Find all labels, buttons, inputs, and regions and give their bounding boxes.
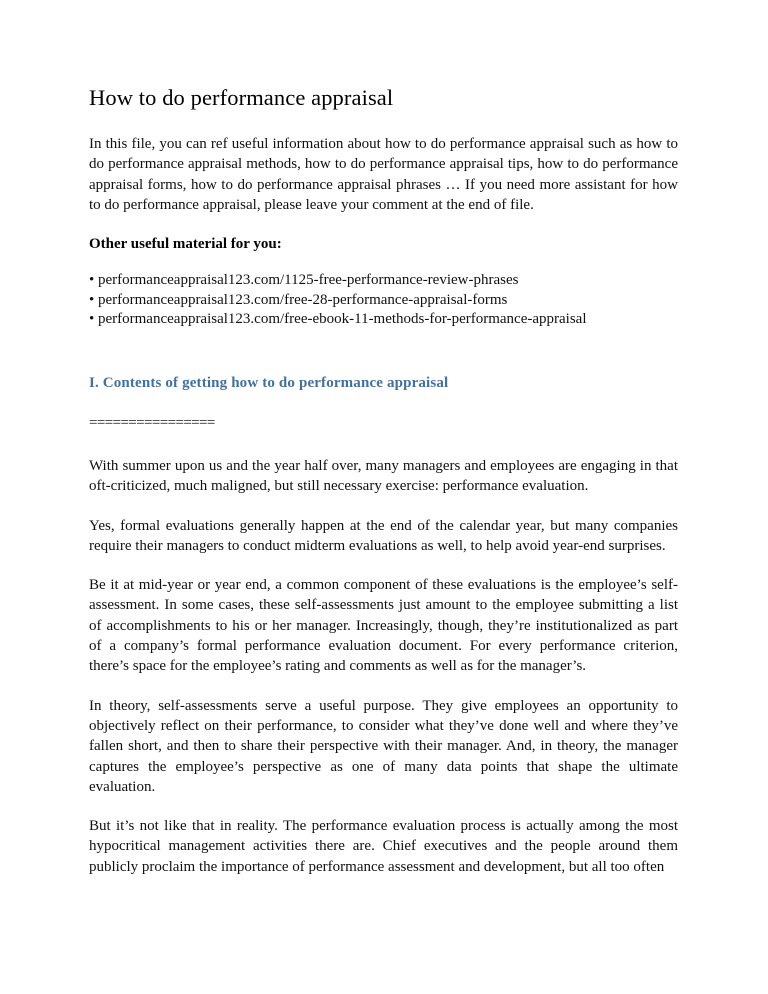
body-paragraph-5: But it’s not like that in reality. The performance evaluation process is actually among the most hypocritical management activities there are. Chief executives and the people around them publicly proclaim the importance of performance assessment and development, but all too often bbox=[89, 818, 678, 875]
bullet-icon: • bbox=[89, 291, 95, 308]
intro-paragraph: In this file, you can ref useful information about how to do performance appraisal such as how to do performance appraisal methods, how to do performance appraisal tips, how to do performance appraisal forms, how to do performance appraisal phrases … If you need more assistant for how to do performance appraisal, please leave your comment at the end of file. bbox=[89, 136, 678, 213]
list-item bbox=[89, 271, 678, 291]
body-paragraph-1: With summer upon us and the year half over, many managers and employees are engaging in that oft-criticized, much maligned, but still necessary exercise: performance evaluation. bbox=[89, 457, 678, 495]
resource-link-3[interactable]: performanceappraisal123.com/free-ebook-11-methods-for-performance-appraisal bbox=[98, 311, 587, 328]
page-title: How to do performance appraisal bbox=[89, 85, 394, 110]
separator-rule: ================ bbox=[89, 414, 215, 431]
resource-link-list bbox=[89, 271, 678, 330]
body-paragraph-4: In theory, self-assessments serve a useful purpose. They give employees an opportunity to objectively reflect on their performance, to consider what they’ve done well and where they’ve fallen short, and then to share their perspective with their manager. And, in theory, the manager captures the employee’s perspective as one of many data points that shape the ultimate evaluation. bbox=[89, 697, 678, 795]
document-content bbox=[89, 84, 678, 896]
body-paragraphs bbox=[89, 456, 678, 877]
list-item bbox=[89, 310, 678, 330]
section-heading-contents: I. Contents of getting how to do performance appraisal bbox=[89, 374, 449, 391]
resource-link-2[interactable]: performanceappraisal123.com/free-28-performance-appraisal-forms bbox=[98, 291, 508, 308]
body-paragraph-3: Be it at mid-year or year end, a common component of these evaluations is the employee’s self-assessment. In some cases, these self-assessments just amount to the employee submitting a list of accomplishments to his or her manager. Increasingly, though, they’re institutionalized as part of a company’s formal performance evaluation document. For every performance criterion, there’s space for the employee’s rating and comments as well as for the manager’s. bbox=[89, 577, 678, 675]
bullet-icon: • bbox=[89, 311, 95, 328]
resource-link-1[interactable]: performanceappraisal123.com/1125-free-performance-review-phrases bbox=[98, 272, 519, 289]
body-paragraph-2: Yes, formal evaluations generally happen at the end of the calendar year, but many companies require their managers to conduct midterm evaluations as well, to help avoid year-end surprises. bbox=[89, 517, 678, 554]
bullet-icon: • bbox=[89, 272, 95, 289]
list-item bbox=[89, 291, 678, 311]
other-material-label: Other useful material for you: bbox=[89, 236, 282, 253]
